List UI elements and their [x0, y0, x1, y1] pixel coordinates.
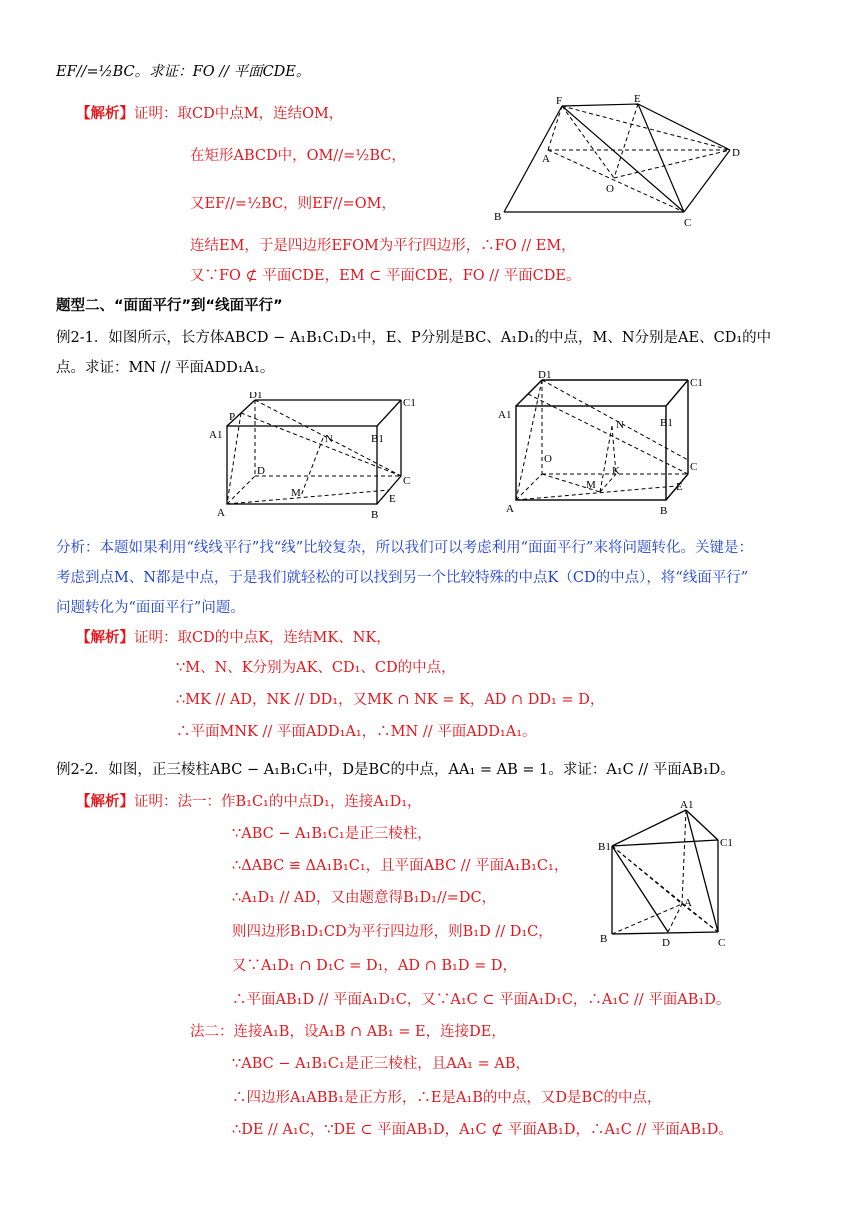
solution-line: ∵ABC − A₁B₁C₁是正三棱柱，且AA₁ = AB，: [232, 1056, 530, 1072]
analysis-paragraph: 问题转化为“面面平行”问题。: [56, 600, 245, 616]
figure-label: D: [662, 937, 670, 949]
figure-label: N: [325, 433, 333, 445]
figure-label: B: [371, 509, 379, 521]
figure-label: O: [606, 183, 614, 195]
figure-label: N: [616, 419, 624, 431]
figure-label: O: [544, 453, 552, 465]
figure-label: E: [634, 93, 641, 105]
figure-label: B: [600, 933, 608, 945]
solution-line: ∵ABC − A₁B₁C₁是正三棱柱，: [232, 826, 432, 842]
analysis-paragraph: 分析：本题如果利用“线线平行”找“线”比较复杂，所以我们可以考虑利用“面面平行”来将问题转化。关键是：: [56, 540, 753, 556]
example-statement: 点。求证：MN // 平面ADD₁A₁。: [56, 360, 275, 376]
figure-label: C1: [403, 397, 416, 409]
figure-label: C: [690, 461, 698, 473]
solution-tag: 【解析】: [76, 106, 134, 122]
figure-label: B: [494, 211, 502, 223]
figure-cuboid-left: [205, 392, 425, 524]
figure-label: A1: [209, 429, 223, 441]
section-heading: 题型二、“面面平行”到“线面平行”: [56, 298, 283, 314]
solution-line: ∴MK // AD，NK // DD₁，又MK ∩ NK = K，AD ∩ DD₁ = D，: [176, 692, 605, 708]
figure-label: F: [556, 95, 563, 107]
figure-label: D1: [538, 370, 552, 381]
solution-line: ∴平面AB₁D // 平面A₁D₁C，又∵A₁C ⊂ 平面A₁D₁C，∴A₁C // 平面AB₁D。: [232, 992, 731, 1008]
figure-cuboid-right: [496, 370, 716, 518]
figure-label: E: [389, 493, 396, 505]
analysis-paragraph: 考虑到点M、N都是中点，于是我们就轻松的可以找到另一个比较特殊的中点K（CD的中点），将“线面平行”: [56, 570, 749, 586]
figure-label: A: [506, 503, 514, 515]
solution-line: 在矩形ABCD中，OM//=½BC，: [190, 148, 406, 164]
solution-line: ∴DE // A₁C，∵DE ⊂ 平面AB₁D，A₁C ⊄ 平面AB₁D，∴A₁C // 平面AB₁D。: [232, 1122, 733, 1138]
solution-line: ∴ΔABC ≌ ΔA₁B₁C₁，且平面ABC // 平面A₁B₁C₁，: [232, 858, 569, 874]
solution-line: 法二：连接A₁B，设A₁B ∩ AB₁ = E，连接DE，: [190, 1024, 506, 1040]
figure-label: C: [403, 475, 411, 487]
figure-label: D1: [249, 392, 263, 401]
figure-label: C1: [690, 377, 703, 389]
figure-label: A1: [680, 799, 694, 811]
solution-text: 证明：法一：作B₁C₁的中点D₁，连接A₁D₁，: [134, 794, 422, 810]
figure-triangular-prism: [596, 796, 746, 952]
solution-tag: 【解析】: [76, 794, 134, 810]
example-statement: 例2-2．如图，正三棱柱ABC − A₁B₁C₁中，D是BC的中点，AA₁ = AB = 1。求证：A₁C // 平面AB₁D。: [56, 762, 735, 778]
figure-label: A: [217, 507, 225, 519]
exercise-given-line: EF//=½BC。求证：FO // 平面CDE。: [56, 64, 311, 80]
solution-line: 连结EM，于是四边形EFOM为平行四边形，∴FO // EM，: [190, 238, 576, 254]
solution-line: ∴四边形A₁ABB₁是正方形，∴E是A₁B的中点，又D是BC的中点，: [232, 1090, 662, 1106]
solution-line: ∵M、N、K分别为AK、CD₁、CD的中点，: [176, 660, 456, 676]
solution-text: 证明：取CD的中点K，连结MK、NK，: [134, 630, 391, 646]
figure-label: M: [586, 479, 596, 491]
figure-label: D: [257, 465, 265, 477]
solution-line: ∴A₁D₁ // AD，又由题意得B₁D₁//=DC，: [232, 890, 497, 906]
solution-text: 证明：取CD中点M，连结OM，: [134, 106, 344, 122]
figure-label: M: [291, 487, 301, 499]
solution-first-line: [76, 628, 391, 648]
figure-label: B: [660, 505, 668, 517]
figure-label: D: [732, 147, 740, 159]
figure-label: K: [612, 465, 620, 477]
solution-tag: 【解析】: [76, 630, 134, 646]
figure-label: C1: [720, 837, 733, 849]
figure-label: A: [684, 897, 692, 909]
figure-label: E: [676, 481, 683, 493]
figure-label: P: [229, 411, 236, 423]
solution-line: 又∵A₁D₁ ∩ D₁C = D₁，AD ∩ B₁D = D，: [232, 958, 517, 974]
figure-label: B1: [598, 841, 611, 853]
figure-label: C: [684, 217, 692, 229]
figure-label: C: [718, 937, 726, 949]
solution-line: ∴平面MNK // 平面ADD₁A₁，∴MN // 平面ADD₁A₁。: [176, 724, 537, 740]
figure-label: A: [542, 153, 550, 165]
solution-first-line: [76, 104, 343, 124]
figure-label: A1: [498, 409, 512, 421]
figure-label: B1: [371, 433, 384, 445]
solution-line: 又EF//=½BC，则EF//=OM，: [190, 196, 396, 212]
solution-first-line: [76, 792, 422, 812]
example-statement: 例2-1．如图所示，长方体ABCD − A₁B₁C₁D₁中，E、P分别是BC、A₁D₁的中点，M、N分别是AE、CD₁的中: [56, 330, 772, 346]
solution-line: 则四边形B₁D₁CD为平行四边形，则B₁D // D₁C，: [232, 924, 553, 940]
solution-line: 又∵FO ⊄ 平面CDE，EM ⊂ 平面CDE，FO // 平面CDE。: [190, 268, 581, 284]
figure-label: B1: [660, 417, 673, 429]
figure-efcd-solid: [490, 92, 750, 232]
